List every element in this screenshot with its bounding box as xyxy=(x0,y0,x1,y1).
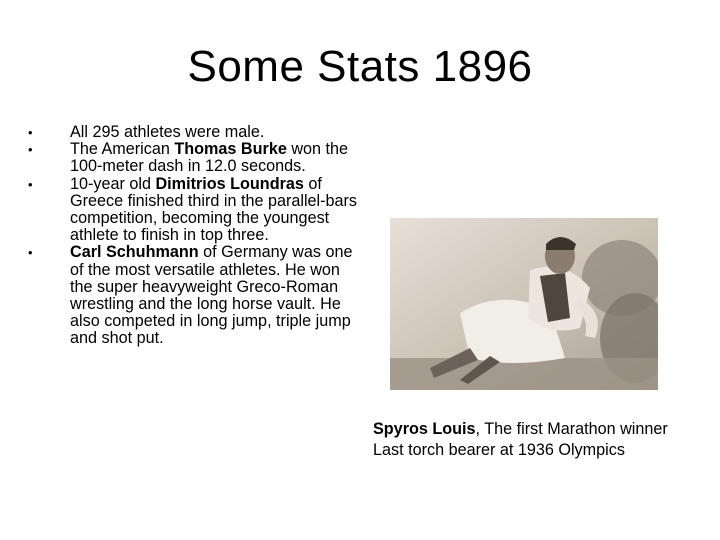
bullet-text: of Greece finished third in the parallel-bars competition, becoming the youngest athlete to finish in top three. xyxy=(70,174,358,245)
slide-title: Some Stats 1896 xyxy=(187,42,533,91)
bullet-text: of Germany was one of the most versatile athletes. He won the super heavyweight Greco-Roman wrestling and the long horse vault. He also competed in long jump, triple jump and shot put. xyxy=(70,243,353,348)
caption-name: Spyros Louis xyxy=(373,420,476,438)
bullet-text: 10-year old xyxy=(70,174,156,193)
bullet-text: All 295 athletes were male. xyxy=(70,123,265,141)
bullet-item xyxy=(28,244,358,347)
photo-caption xyxy=(373,419,718,461)
athlete-name: Dimitrios Loundras xyxy=(155,174,304,193)
bullet-list xyxy=(28,124,358,348)
athlete-name: Thomas Burke xyxy=(174,140,287,159)
bullet-dot-icon: • xyxy=(28,142,33,158)
bullet-item xyxy=(28,176,358,245)
photo-illustration xyxy=(390,218,658,390)
bullet-dot-icon: • xyxy=(28,245,33,261)
bullet-item xyxy=(28,141,358,175)
bullet-text: The American xyxy=(70,140,175,159)
bullet-text: won the 100-meter dash in 12.0 seconds. xyxy=(70,140,349,176)
caption-text: , The first Marathon winner xyxy=(475,420,668,438)
bullet-item xyxy=(28,124,358,141)
bullet-dot-icon: • xyxy=(28,125,33,140)
caption-line-1 xyxy=(373,419,718,440)
athlete-name: Carl Schuhmann xyxy=(70,243,199,262)
caption-line-2: Last torch bearer at 1936 Olympics xyxy=(373,441,625,459)
bullet-dot-icon: • xyxy=(28,176,33,192)
spyros-louis-photo xyxy=(390,218,658,390)
